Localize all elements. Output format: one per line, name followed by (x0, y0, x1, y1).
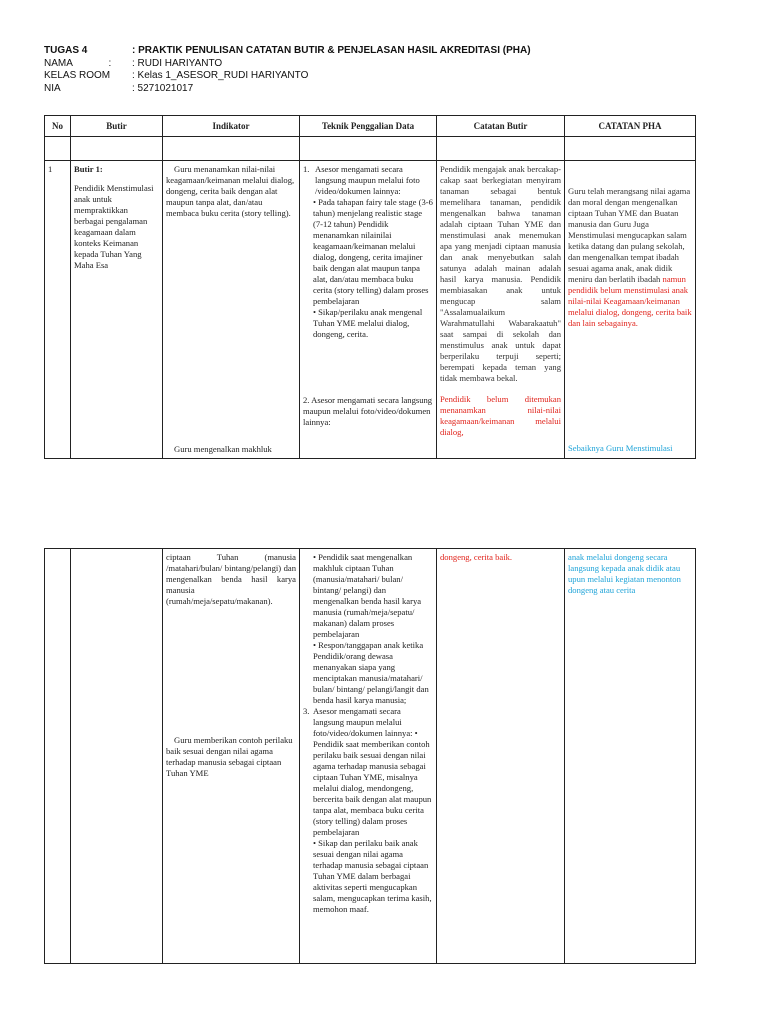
header-value: : Kelas 1_ASESOR_RUDI HARIYANTO (132, 70, 309, 81)
header-label: NAMA : (44, 57, 112, 69)
table-row (45, 161, 696, 459)
table-row (45, 549, 696, 964)
assessment-table-continued (44, 548, 696, 964)
indikator-text: Guru menanamkan nilai-nilai keagamaan/keimanan melalui dialog, dongeng, cerita baik dengan alat maupun tanpa alat, dan/atau membaca buku cerita (story telling). (166, 164, 295, 218)
list-number: 1. (303, 164, 310, 174)
list-number: 3. (303, 706, 310, 716)
teknik-text: 2. Asesor mengamati secara langsung maupun melalui foto/video/dokumen lainnya: (303, 395, 433, 427)
header-teknik: Teknik Penggalian Data (300, 116, 437, 137)
header-catatan-pha: CATATAN PHA (565, 116, 696, 137)
header-butir: Butir (71, 116, 163, 137)
indikator-text: Guru mengenalkan makhluk (174, 444, 272, 454)
cell-indikator (163, 549, 300, 964)
header-row-kelas (44, 70, 531, 83)
butir-title: Butir 1: (74, 164, 103, 174)
cell-pha (565, 549, 696, 964)
catatan-text-red: dongeng, cerita baik. (440, 552, 513, 562)
header-no: No (45, 116, 71, 137)
butir-text: Pendidik Menstimulasi anak untuk mempraktikkan berbagai pengalaman keagamaan dalam konteks Keimanan kepada Tuhan Yang Maha Esa (74, 183, 154, 270)
header-catatan-butir: Catatan Butir (437, 116, 565, 137)
cell-indikator (163, 161, 300, 459)
pha-text-red: namun pendidik belum menstimulasi anak nilai-nilai Keagamaan/keimanan melalui dialog, dongeng, cerita baik dan lain sebagainya. (568, 274, 692, 328)
teknik-bullet: • Pendidik saat mengenalkan makhluk ciptaan Tuhan (manusia/matahari/ bulan/ bintang/ pelangi) dan mengenalkan benda hasil karya manusia (rumah/meja/sepatu/ makanan) dalam proses pembelajaran (313, 552, 422, 639)
assessment-table (44, 115, 696, 459)
header-row-tugas (44, 45, 531, 58)
teknik-bullet: • Respon/tanggapan anak ketika Pendidik/orang dewasa menanyakan siapa yang menciptakan manusia/matahari/ bulan/ bintang/ pelangi/langit dan benda hasil karya manusia; (313, 640, 429, 705)
teknik-text: Asesor mengamati secara langsung maupun melalui foto /video/dokumen lainnya: (315, 164, 420, 196)
pha-text-blue: Sebaiknya Guru Menstimulasi (568, 443, 673, 453)
empty-row (45, 137, 696, 161)
header-row-nama (44, 58, 531, 71)
pha-text: Guru telah merangsang nilai agama dan moral dengan mengenalkan ciptaan Tuhan YME dan Buatan manusia dan Guru Juga Menstimulasi mengucapkan salam ketika datang dan pulang sekolah, dan mengenalkan tempat ibadah sesuai agama anak, anak didik meniru dan berlatih ibadah (568, 186, 691, 284)
catatan-text-red: Pendidik belum ditemukan menanamkan nilai-nilai keagamaan/keimanan melalui dialog, (440, 394, 561, 437)
cell-butir (71, 549, 163, 964)
cell-pha (565, 161, 696, 459)
pha-text-blue: anak melalui dongeng secara langsung kepada anak didik atau upun melalui kegiatan menonton dongeng atau cerita (568, 552, 681, 595)
cell-no (45, 549, 71, 964)
cell-teknik (300, 549, 437, 964)
teknik-bullet: • Pada tahapan fairy tale stage (3-6 tahun) menjelang realistic stage (7-12 tahun) Pendidik menanamkan nilainilai keagamaan/keimanan melalui dialog, dongeng, cerita imajiner baik dengan alat maupun tanpa alat, dan/atau membaca buku cerita (story telling) dalam proses pembelajaran (313, 197, 433, 306)
table-header-row (45, 116, 696, 137)
cell-teknik (300, 161, 437, 459)
catatan-text: Pendidik mengajak anak bercakap-cakap saat berkegiatan menyiram tanaman sebagai bentuk memelihara tanaman, pendidik mengenalkan bahwa tanaman adalah ciptaan Tuhan YME dan menstimulasi anak menemukan apa yang menjadi ciptaan manusia dan anak menyebutkan salah satunya adalah mainan adalah hasil karya manusia. Pendidik membiasakan anak untuk mengucap salam "Assalamualaikum Warahmatullahi Wabarakaatuh" saat sampai di sekolah dan menstimulus anak untuk dapat berperilaku terpuji seperti; berempati kepada teman yang tidak membawa bekal. (440, 164, 561, 383)
teknik-bullet: • Sikap/perilaku anak mengenal Tuhan YME melalui dialog, dongeng, cerita. (313, 307, 423, 339)
cell-catatan (437, 549, 565, 964)
cell-no: 1 (45, 161, 71, 459)
header-label: KELAS ROOM (44, 70, 111, 81)
cell-catatan (437, 161, 565, 459)
header-label: NIA (44, 82, 61, 94)
header-value: : RUDI HARIYANTO (132, 57, 223, 69)
document-header (44, 45, 531, 95)
header-row-nia (44, 83, 531, 96)
header-value: : PRAKTIK PENULISAN CATATAN BUTIR & PENJELASAN HASIL AKREDITASI (PHA) (132, 45, 531, 56)
header-label: TUGAS 4 (44, 45, 88, 56)
header-indikator: Indikator (163, 116, 300, 137)
header-value: : 5271021017 (132, 82, 194, 94)
indikator-text: Guru memberikan contoh perilaku baik sesuai dengan nilai agama terhadap manusia sebagai ciptaan Tuhan YME (166, 735, 293, 778)
teknik-bullet: • Sikap dan perilaku baik anak sesuai dengan nilai agama terhadap manusia sebagai ciptaan Tuhan YME dalam berbagai aktivitas seperti mengucapkan salam, mengucapkan terima kasih, memohon maaf. (313, 838, 432, 914)
indikator-text: ciptaan Tuhan (manusia /matahari/bulan/ bintang/pelangi) dan mengenalkan benda hasil karya manusia (rumah/meja/sepatu/makanan). (166, 552, 296, 606)
teknik-text: Asesor mengamati secara langsung maupun melalui foto/video/dokumen lainnya: • Pendidik saat memberikan contoh perilaku baik sesuai dengan nilai agama terhadap manusia sebagai ciptaan Tuhan YME, misalnya melalui dialog, mendongeng, bercerita baik dengan alat maupun tanpa alat, membaca buku cerita (story telling) dalam proses pembelajaran (313, 706, 432, 837)
cell-butir (71, 161, 163, 459)
